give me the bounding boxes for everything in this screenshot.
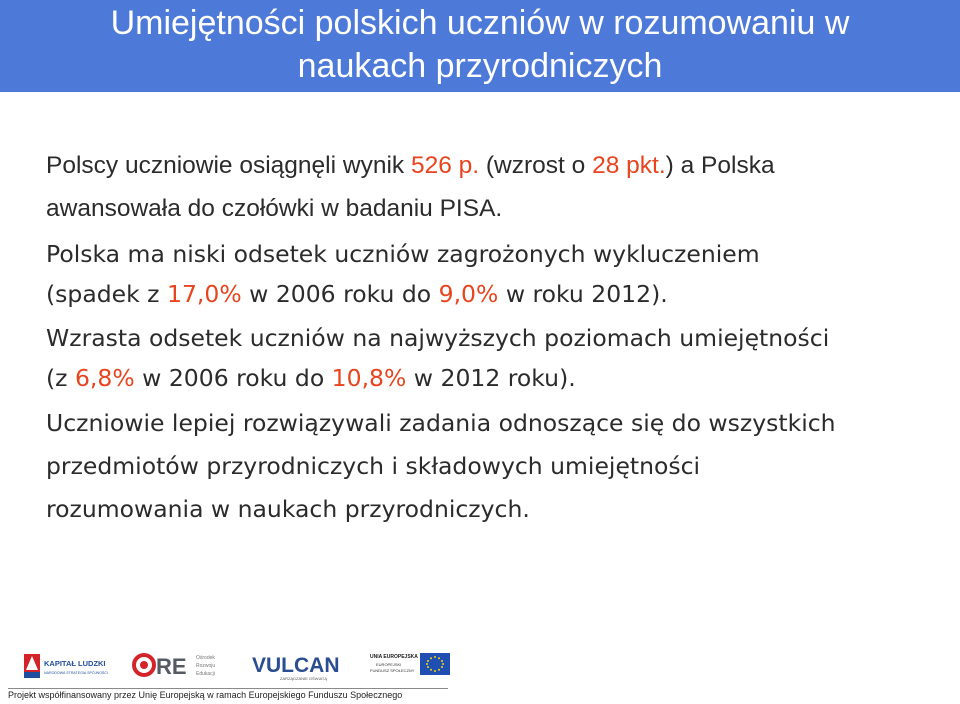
slide-title (0, 0, 960, 92)
paragraph-line (46, 144, 946, 187)
kapital-ludzki-text: KAPITAŁ LUDZKI (44, 659, 106, 668)
eu-subtext-2: FUNDUSZ SPOŁECZNY (370, 668, 415, 673)
paragraph-line: awansowała do czołówki w badaniu PISA. (46, 195, 503, 222)
eu-logo (368, 648, 452, 684)
paragraph-exclusion-risk (46, 234, 946, 314)
highlight-2012-value: 9,0% (438, 280, 499, 308)
paragraph-top-performers (46, 318, 946, 398)
text-run: ) a Polska (665, 152, 775, 179)
text-run: (wzrost o (479, 152, 593, 179)
kapital-ludzki-subtext: NARODOWA STRATEGIA SPÓJNOŚCI (44, 671, 108, 675)
ore-text: RE (156, 654, 187, 679)
text-run: (spadek z (46, 280, 167, 308)
highlight-increase: 28 pkt. (592, 152, 666, 179)
eu-text: UNIA EUROPEJSKA (370, 654, 418, 660)
paragraph-line: rozumowania w naukach przyrodniczych. (46, 495, 530, 523)
vulcan-logo (250, 648, 350, 684)
kapital-ludzki-logo (22, 648, 108, 684)
highlight-2006-value: 17,0% (167, 280, 242, 308)
slide-title-line-2: naukach przyrodniczych (297, 47, 663, 85)
paragraph-line (46, 274, 946, 314)
paragraph-line (46, 358, 946, 398)
vulcan-text: VULCAN (252, 654, 340, 677)
funding-caption: Projekt współfinansowany przez Unię Europejską w ramach Europejskiego Funduszu Społecznego (8, 688, 448, 700)
eu-subtext-1: EUROPEJSKI (376, 662, 402, 667)
paragraph-science-tasks (46, 402, 946, 531)
ore-subtext-3: Edukacji (196, 671, 215, 677)
text-run: w roku 2012). (498, 280, 668, 308)
slide-content (46, 144, 946, 531)
ore-subtext-2: Rozwoju (196, 663, 216, 669)
highlight-2006-value: 6,8% (74, 364, 135, 392)
text-run: w 2012 roku). (406, 364, 576, 392)
sponsor-footer (0, 638, 960, 704)
paragraph-line: Uczniowie lepiej rozwiązywali zadania odnoszące się do wszystkich (46, 409, 836, 437)
paragraph-line: Polska ma niski odsetek uczniów zagrożonych wykluczeniem (46, 240, 760, 268)
paragraph-pisa-result (46, 144, 946, 230)
text-run: Polscy uczniowie osiągnęli wynik (46, 152, 411, 179)
ore-subtext-1: Ośrodek (196, 655, 215, 661)
paragraph-line: Wzrasta odsetek uczniów na najwyższych poziomach umiejętności (46, 324, 830, 352)
slide-title-line-1: Umiejętności polskich uczniów w rozumowaniu w (110, 4, 850, 42)
vulcan-subtext: ZARZĄDZANIE OŚWIATĄ (280, 676, 328, 681)
text-run: w 2006 roku do (134, 364, 332, 392)
highlight-score: 526 p. (410, 152, 480, 179)
text-run: (z (46, 364, 75, 392)
text-run: w 2006 roku do (241, 280, 439, 308)
highlight-2012-value: 10,8% (331, 364, 407, 392)
paragraph-line: przedmiotów przyrodniczych i składowych umiejętności (46, 452, 701, 480)
ore-logo (130, 648, 230, 684)
